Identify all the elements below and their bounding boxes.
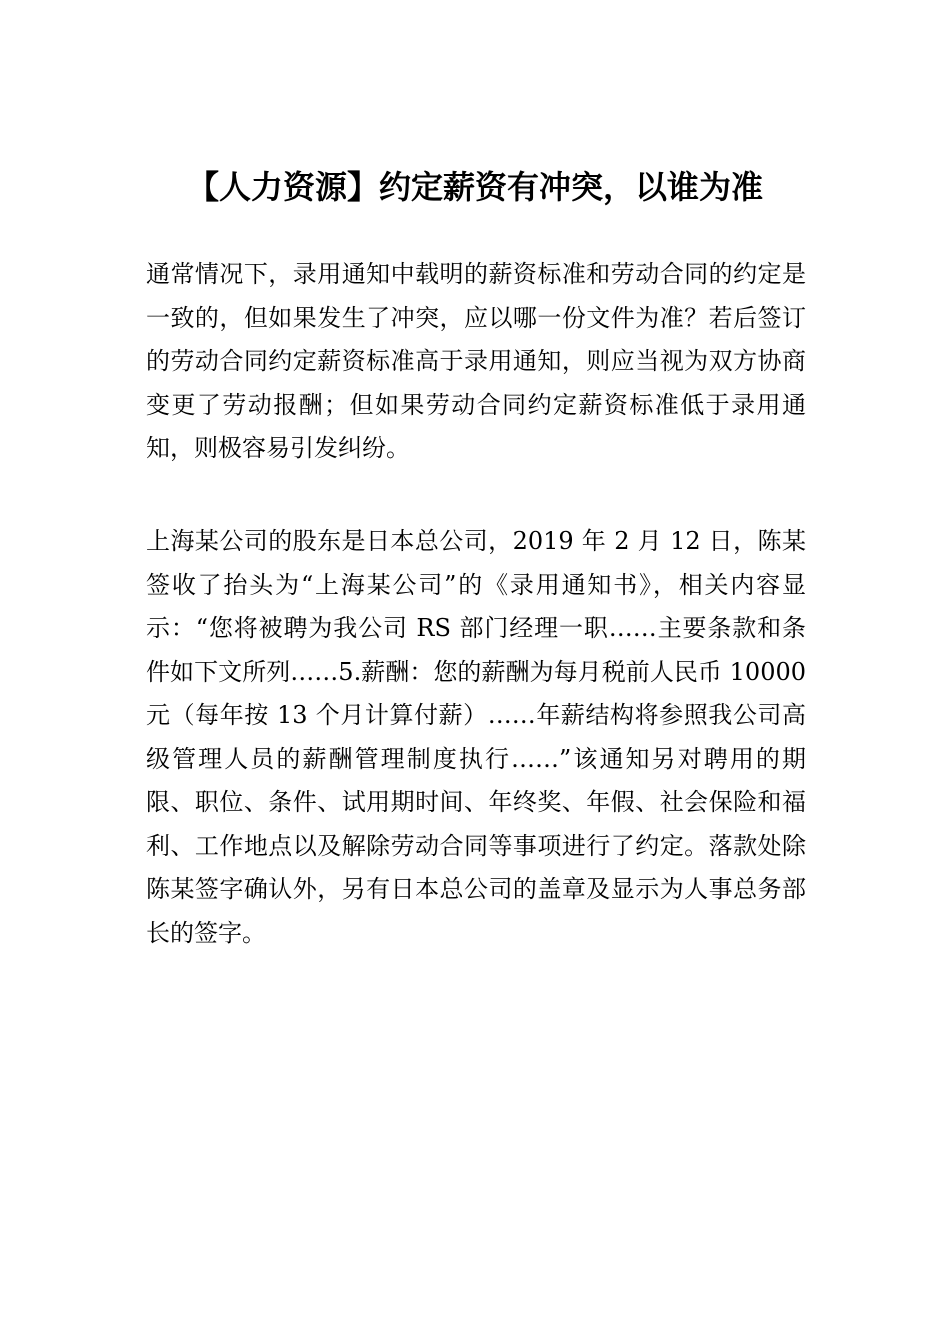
document-title: 【人力资源】约定薪资有冲突，以谁为准 [186, 168, 763, 206]
paragraph-2: 上海某公司的股东是日本总公司，2019 年 2 月 12 日，陈某签收了抬头为“上海某公司”的《录用通知书》，相关内容显示：“您将被聘为我公司 RS 部门经理一职……主要条款和条件如下文所列……5.薪酬：您的薪酬为每月税前人民币 10000 元（每年按 13 个月计算付薪）……年薪结构将参照我公司高级管理人员的薪酬管理制度执行……”该通知另对聘用的期限、职位、条件、试用期时间、年终奖、年假、社会保险和福利、工作地点以及解除劳动合同等事项进行了约定。落款处除陈某签字确认外，另有日本总公司的盖章及显示为人事总务部长的签字。 [146, 527, 806, 947]
paragraph-1: 通常情况下，录用通知中载明的薪资标准和劳动合同的约定是一致的，但如果发生了冲突，应以哪一份文件为准？若后签订的劳动合同约定薪资标准高于录用通知，则应当视为双方协商变更了劳动报酬；但如果劳动合同约定薪资标准低于录用通知，则极容易引发纠纷。 [146, 260, 806, 462]
